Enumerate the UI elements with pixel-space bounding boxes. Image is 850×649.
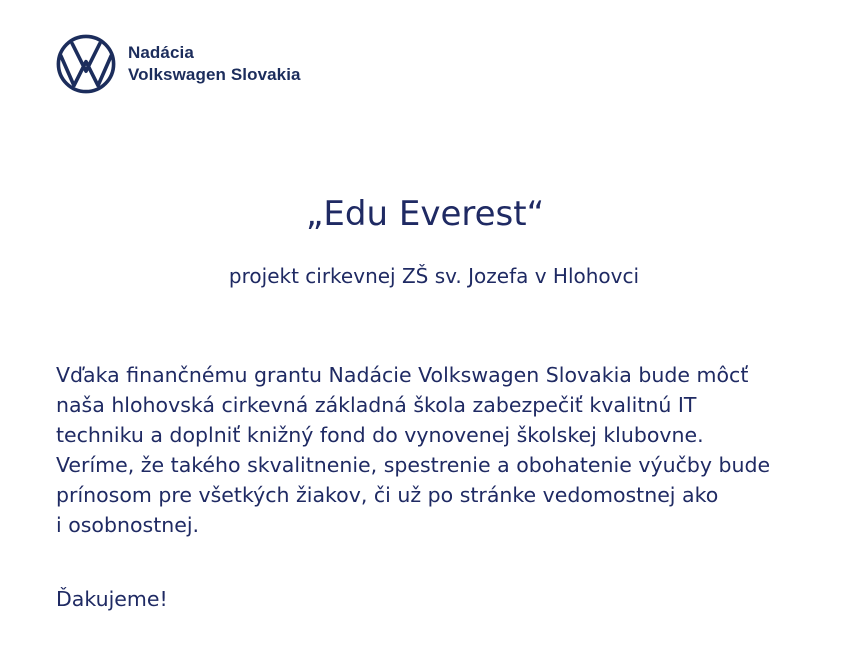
body-line: Veríme, že takého skvalitnenie, spestrenie a obohatenie výučby bude xyxy=(56,453,771,477)
organization-name-line2: Volkswagen Slovakia xyxy=(128,65,301,84)
body-line: prínosom pre všetkých žiakov, či už po stránke vedomostnej ako xyxy=(56,483,719,507)
volkswagen-logo-icon xyxy=(56,34,116,94)
organization-name xyxy=(128,42,301,86)
organization-name-line1: Nadácia xyxy=(128,43,194,62)
page-subtitle: projekt cirkevnej ZŠ sv. Jozefa v Hlohovci xyxy=(228,264,640,288)
closing-text: Ďakujeme! xyxy=(56,587,168,611)
body-line: i osobnostnej. xyxy=(56,513,200,537)
body-line: techniku a doplniť knižný fond do vynovenej školskej klubovne. xyxy=(56,423,704,447)
body-line: naša hlohovská cirkevná základná škola zabezpečiť kvalitnú IT xyxy=(56,393,697,417)
page-title: „Edu Everest“ xyxy=(305,194,545,234)
body-paragraph xyxy=(56,360,836,540)
logo-block xyxy=(56,34,301,94)
body-line: Vďaka finančnému grantu Nadácie Volkswagen Slovakia bude môcť xyxy=(56,363,749,387)
